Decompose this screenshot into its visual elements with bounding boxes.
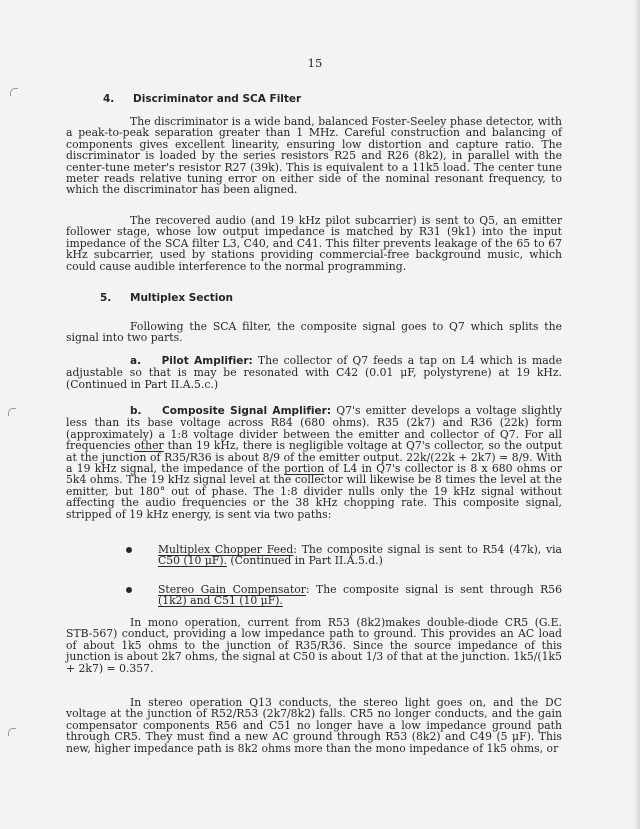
document-page: 15 4. Discriminator and SCA Filter The discriminator is a wide band, balanced Foster-Seeley phase detector, with a peak-to-peak separation greater than 1 MHz. Careful construction and balancing of components gives excellent linearity, ensuring low distortion and capture ratio. The discriminator is loaded by the series resistors R25 and R26 (8k2), in parallel with the center-tune meter's resistor R27 (39k). This is equivalent to a 11k5 load. The center tune meter reads relative tuning error on either side of the nominal resonant frequency, to which the discriminator has been aligned. The recovered audio (and 19 kHz pilot subcarrier) is sent to Q5, an emitter follower stage, whose low output impedance is matched by R31 (9k1) into the input impedance of the SCA filter L3, C40, and C41. This filter prevents leakage of the 65 to 67 kHz subcarrier, used by stations providing commercial-free background music, which could cause audible interference to the normal programming. 5. Multiplex Section Following the SCA filter, the composite signal goes to Q7 which splits the signal into two parts. a. Pilot Amplifier: The collector of Q7 feeds a tap on L4 which is made adjustable so that is may be resonated with C42 (0.01 μF, polystyrene) at 19 kHz. (Continued in Part II.A.5.c.) b. Composite Signal Amplifier: Q7's emitter develops a voltage slightly less than its base voltage across R84 (680 ohms). R35 (2k7) and R36 (22k) form (approximately) a 1:8 voltage divider between the emitter and collector of Q7. For all frequencies other than 19 kHz, there is negligible voltage at Q7's collector, so the output at the junction of R35/R36 is about 8/9 of the emitter output. 22k/(22k + 2k7) = 8/9. With a 19 kHz signal, the impedance of the portion of L4 in Q7's collector is 8 x 680 ohms or 5k4 ohms. The 19 kHz signal level at the collector will likewise be 8 times the level at the emitter, but 180° out of phase. The 1:8 divider nulls only the 19 kHz signal without affecting the audio frequencies or the 38 kHz chopping rate. This composite signal, stripped of 19 kHz energy, is sent via two paths: Multiplex Chopper Feed: The composite signal is sent to R54 (47k), via C50 (10 μF). (Continued in Part II.A.5.d.) Stereo Gain Compensator: The composite signal is sent through R56 (1k2) and C51 (10 μF). In mono operation, current from R53 (8k2)makes double-diode CR5 (G.E. STB-567) conduct, providing a low impedance path to ground. This provides an AC load of about 1k5 ohms to the junction of R35/R36. Since the source impedance of this junction is about 2k7 ohms, the signal at C50 is about 1/3 of that at the junction. 1k5/(1k5 + 2k7) = 0.357. In stereo operation Q13 conducts, the stereo light goes on, and the DC voltage at the junction of R52/R53 (2k7/8k2) falls. CR5 no longer conducts, and the gain compensator components R56 and C51 no longer have a low impedance ground path through CR5. They must find a new AC ground through R53 (8k2) and C49 (5 μF). This new, higher impedance path is 8k2 ohms more than the mono impedance of 1k5 ohms, or bbox=[0, 0, 640, 829]
section-number: 5. bbox=[100, 292, 112, 304]
section-4-paragraph-1: The discriminator is a wide band, balanced Foster-Seeley phase detector, with a peak-to-peak separation greater than 1 MHz. Careful construction and balancing of components gives excellent linearity, ensuring low distortion and capture ratio. The discriminator is loaded by the series resistors R25 and R26 (8k2), in parallel with the center-tune meter's resistor R27 (39k). This is equivalent to a 11k5 load. The center tune meter reads relative tuning error on either side of the nominal resonant frequency, to which the discriminator has been aligned. bbox=[66, 115, 562, 197]
section-title: Discriminator and SCA Filter bbox=[133, 93, 302, 105]
page-number: 15 bbox=[307, 56, 323, 70]
section-5-heading bbox=[100, 292, 233, 304]
bullet-dot bbox=[126, 587, 132, 593]
item-label: a. bbox=[130, 355, 142, 367]
item-title: Composite Signal Amplifier: bbox=[162, 405, 332, 417]
punch-hole-mark bbox=[8, 408, 16, 416]
page-edge-shadow bbox=[634, 0, 640, 829]
composite-signal-paragraph: b. Composite Signal Amplifier: Q7's emitter develops a voltage slightly less than its base voltage across R84 (680 ohms). R35 (2k7) and R36 (22k) form (approximately) a 1:8 voltage divider between the emitter and collector of Q7. For all frequencies other than 19 kHz, there is negligible voltage at Q7's collector, so the output at the junction of R35/R36 is about 8/9 of the emitter output. 22k/(22k + 2k7) = 8/9. With a 19 kHz signal, the impedance of the portion of L4 in Q7's collector is 8 x 680 ohms or 5k4 ohms. The 19 kHz signal level at the collector will likewise be 8 times the level at the emitter, but 180° out of phase. The 1:8 divider nulls only the 19 kHz signal without affecting the audio frequencies or the 38 kHz chopping rate. This composite signal, stripped of 19 kHz energy, is sent via two paths: bbox=[66, 404, 563, 521]
punch-hole-mark bbox=[10, 88, 18, 96]
item-title: Pilot Amplifier: bbox=[161, 355, 253, 367]
section-5-intro: Following the SCA filter, the composite signal goes to Q7 which splits the signal into two parts. bbox=[66, 320, 562, 345]
mono-operation-paragraph: In mono operation, current from R53 (8k2)makes double-diode CR5 (G.E. STB-567) conduct, providing a low impedance path to ground. This provides an AC load of about 1k5 ohms to the junction of R35/R36. Since the source impedance of this junction is about 2k7 ohms, the signal at C50 is about 1/3 of that at the junction. 1k5/(1k5 + 2k7) = 0.357. bbox=[66, 616, 562, 675]
section-number: 4. bbox=[103, 93, 115, 105]
stereo-operation-paragraph: In stereo operation Q13 conducts, the stereo light goes on, and the DC voltage at the junction of R52/R53 (2k7/8k2) falls. CR5 no longer conducts, and the gain compensator components R56 and C51 no longer have a low impedance ground path through CR5. They must find a new AC ground through R53 (8k2) and C49 (5 μF). This new, higher impedance path is 8k2 ohms more than the mono impedance of 1k5 ohms, or bbox=[66, 696, 562, 755]
pilot-amplifier-paragraph: a. Pilot Amplifier: The collector of Q7 feeds a tap on L4 which is made adjustable so that is may be resonated with C42 (0.01 μF, polystyrene) at 19 kHz. (Continued in Part II.A.5.c.) bbox=[66, 354, 562, 391]
punch-hole-mark bbox=[8, 728, 16, 736]
section-4-paragraph-2: The recovered audio (and 19 kHz pilot subcarrier) is sent to Q5, an emitter follower stage, whose low output impedance is matched by R31 (9k1) into the input impedance of the SCA filter L3, C40, and C41. This filter prevents leakage of the 65 to 67 kHz subcarrier, used by stations providing commercial-free background music, which could cause audible interference to the normal programming. bbox=[66, 214, 562, 273]
item-label: b. bbox=[130, 405, 142, 417]
bullet-dot bbox=[126, 547, 132, 553]
section-4-heading bbox=[103, 93, 301, 105]
section-title: Multiplex Section bbox=[130, 292, 234, 304]
